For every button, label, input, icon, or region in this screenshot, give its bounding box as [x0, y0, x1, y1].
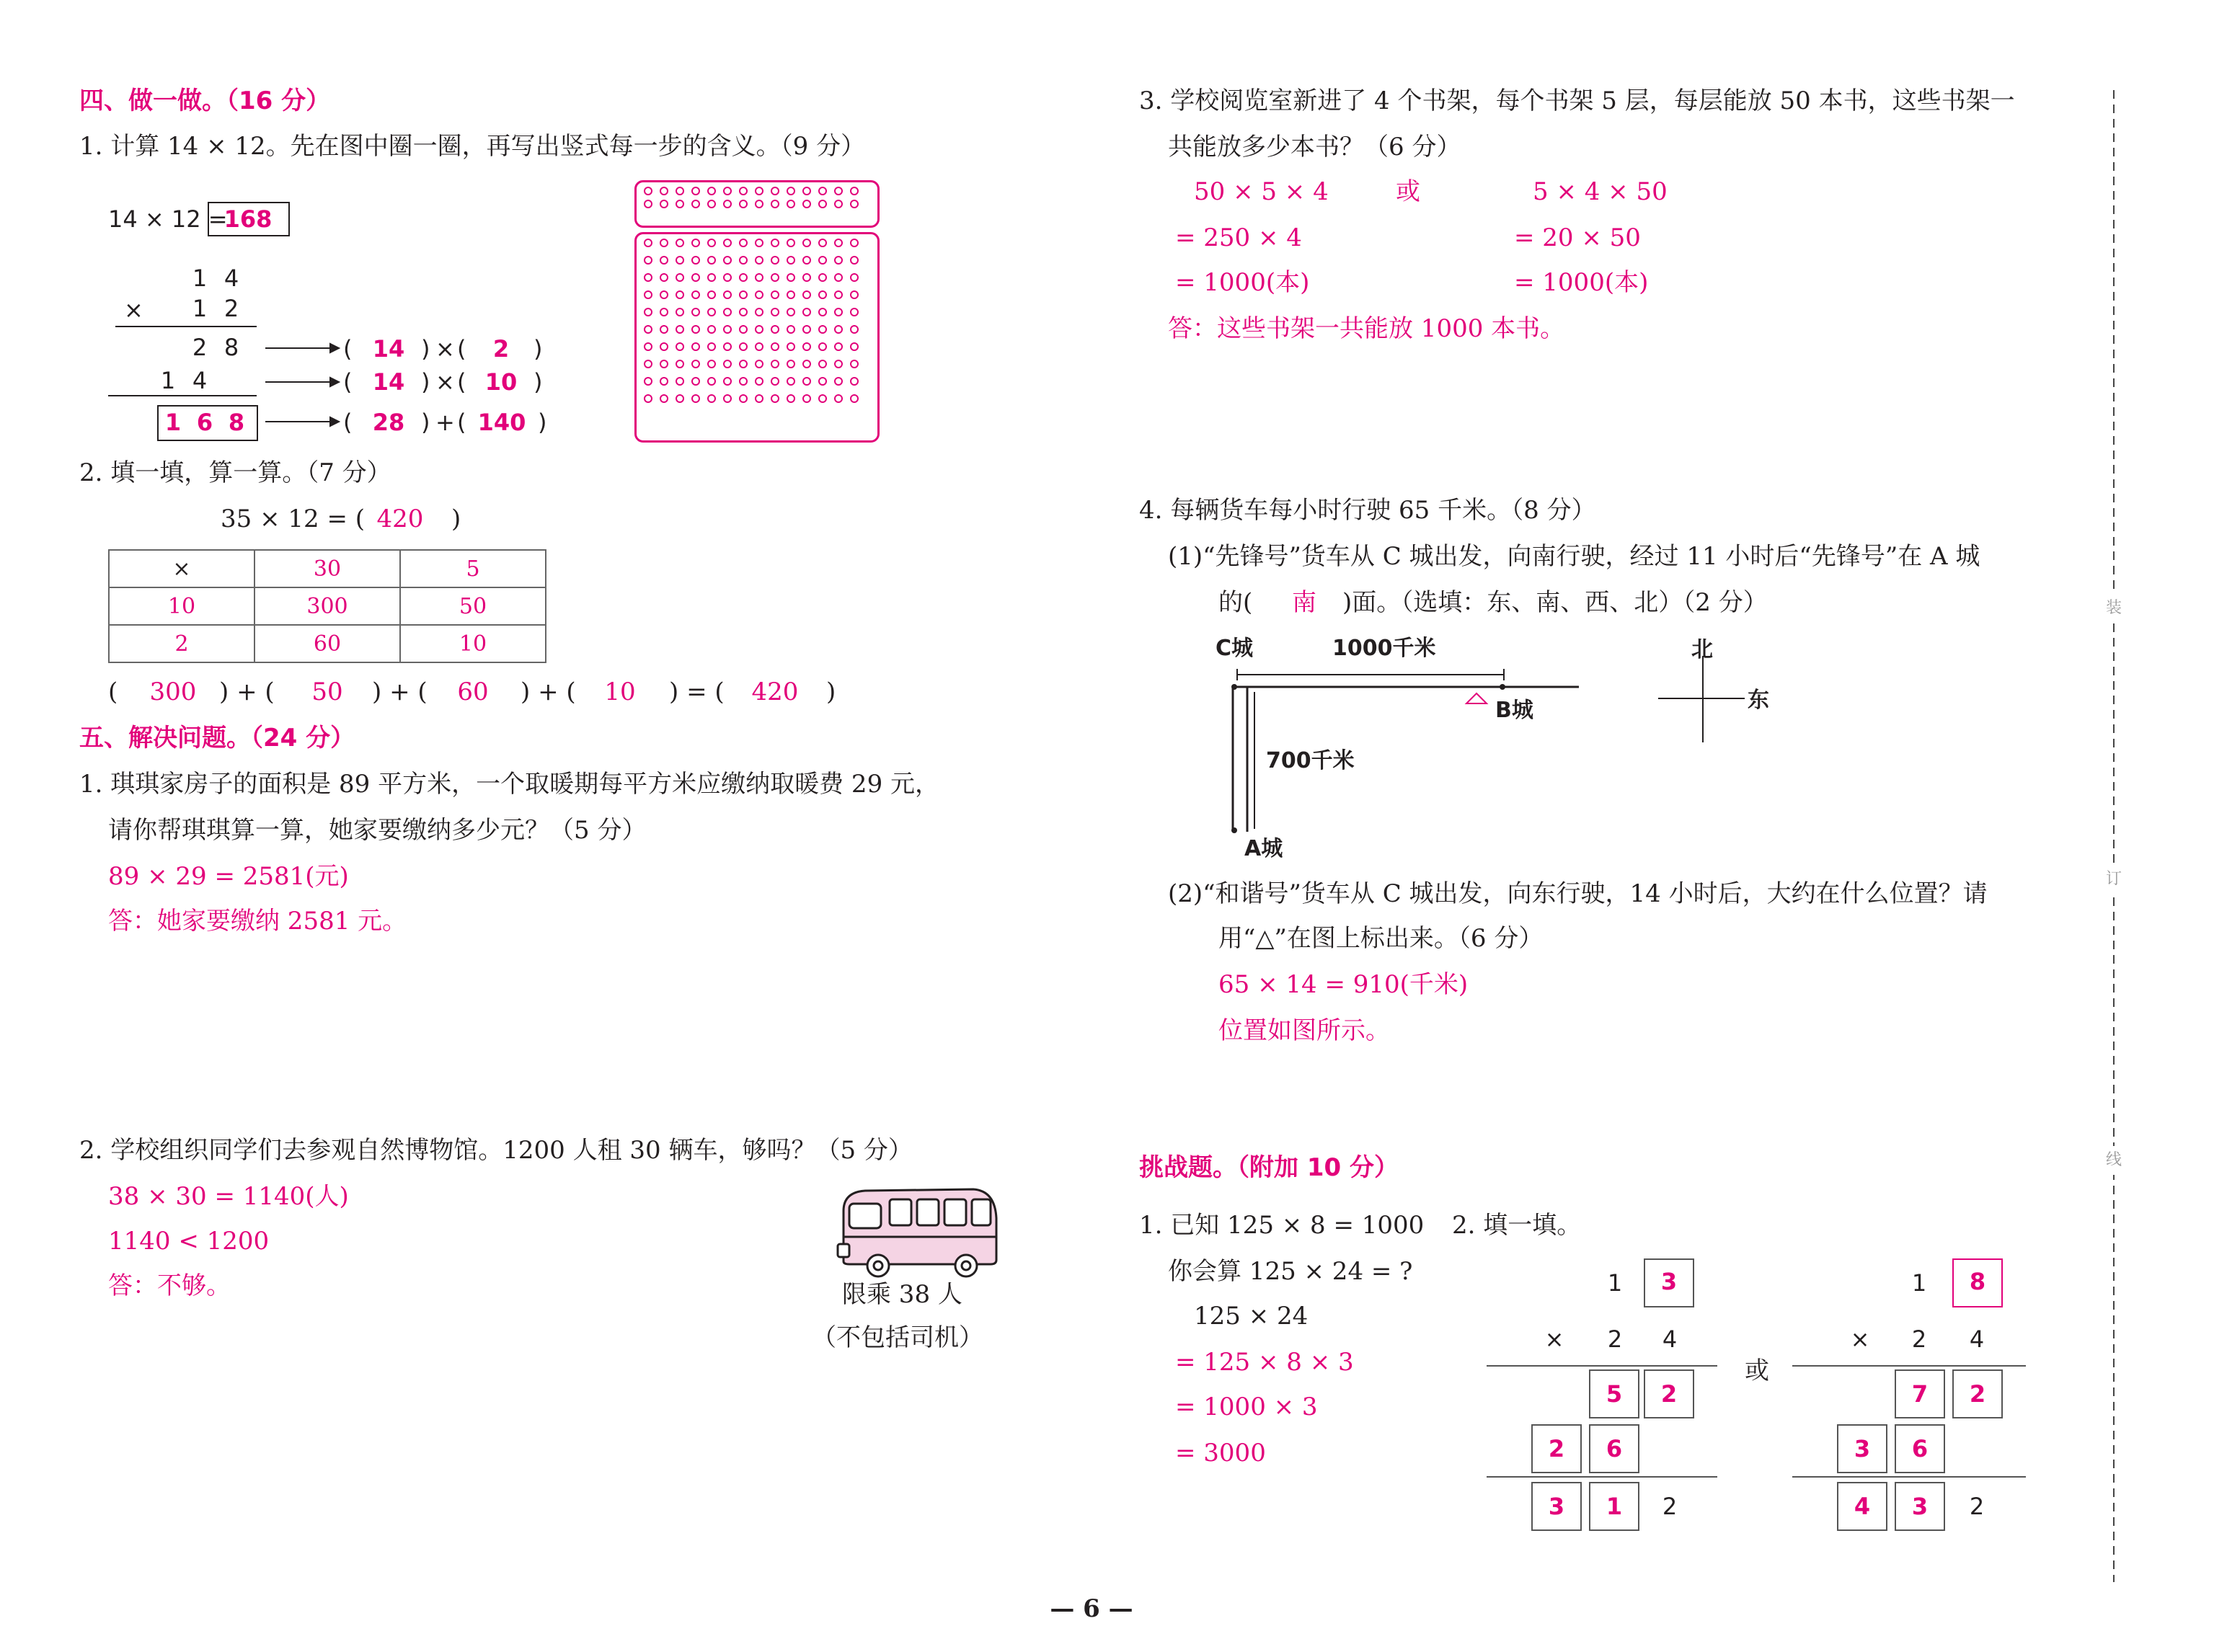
circle-dot — [660, 256, 668, 265]
circle-dot — [676, 394, 684, 403]
table-cell: 30 — [254, 550, 400, 587]
circle-dot — [660, 377, 668, 386]
circle-dot — [707, 200, 716, 208]
v-partial2-digit: 4 — [192, 367, 208, 394]
q2-equation-left: 35 × 12 = ( — [221, 505, 365, 533]
circle-dot — [739, 377, 748, 386]
circle-dot — [755, 200, 763, 208]
circle-dot — [739, 360, 748, 368]
circle-dot — [644, 256, 652, 265]
step2-op: × — [435, 368, 455, 396]
circle-dot — [660, 200, 668, 208]
circle-dot — [787, 200, 795, 208]
circle-dot — [739, 394, 748, 403]
q2-equation-value: 420 — [376, 505, 424, 533]
circle-dot — [818, 308, 827, 316]
v-result-digit: 6 — [196, 409, 213, 436]
p1-calc: 89 × 29 = 2581(元) — [108, 862, 349, 891]
circle-dot — [818, 256, 827, 265]
circle-dot — [850, 187, 859, 195]
circle-dot — [802, 239, 811, 247]
circle-dot — [850, 360, 859, 368]
q3-line2: 共能放多少本书？（6 分） — [1168, 133, 1461, 161]
circle-dot — [802, 342, 811, 351]
circle-dot — [850, 256, 859, 265]
q4-s1-post: )面。（选填：东、南、西、北）（2 分） — [1342, 588, 1768, 617]
circle-dot — [802, 360, 811, 368]
step3-a: 28 — [372, 409, 405, 436]
vb-p2-digit: 6 — [1911, 1435, 1929, 1462]
circle-dot — [691, 239, 700, 247]
circle-dot — [834, 342, 843, 351]
map-a-city: A城 — [1244, 836, 1283, 861]
circle-dot — [707, 325, 716, 334]
circle-dot — [771, 200, 779, 208]
circle-dot — [818, 342, 827, 351]
circle-dot — [739, 273, 748, 282]
map-dist-ca: 700千米 — [1266, 748, 1355, 773]
circle-dot — [787, 308, 795, 316]
vb-top-digit: 8 — [1969, 1268, 1986, 1295]
va-p2-digit: 2 — [1548, 1435, 1565, 1462]
va-res-digit: 2 — [1662, 1493, 1678, 1520]
vb-p1-digit: 7 — [1911, 1380, 1929, 1408]
circle-dot — [676, 290, 684, 299]
circle-dot — [707, 308, 716, 316]
vb-p1-digit: 2 — [1969, 1380, 1986, 1408]
circle-dot — [723, 273, 732, 282]
step2-a: 14 — [372, 368, 405, 396]
circle-dot — [739, 239, 748, 247]
vb-res-digit: 2 — [1969, 1493, 1985, 1520]
circle-dot — [707, 239, 716, 247]
circle-dot — [644, 360, 652, 368]
circle-dot — [755, 187, 763, 195]
circle-dot — [771, 187, 779, 195]
circle-dot — [771, 360, 779, 368]
va-top-digit: 1 — [1607, 1269, 1623, 1297]
q3-b1: 5 × 4 × 50 — [1533, 177, 1668, 206]
circle-dot — [755, 273, 763, 282]
c1-step1: = 125 × 8 × 3 — [1175, 1348, 1354, 1377]
circle-dot — [850, 308, 859, 316]
sum-term: 50 — [311, 678, 343, 706]
circle-dot — [707, 290, 716, 299]
circle-dot — [676, 325, 684, 334]
table-cell: × — [109, 550, 254, 587]
q3-a1: 50 × 5 × 4 — [1194, 177, 1329, 206]
q4-line1: 4. 每辆货车每小时行驶 65 千米。（8 分） — [1139, 496, 1596, 525]
q3-a2: = 250 × 4 — [1175, 223, 1302, 252]
c1-line3: 125 × 24 — [1194, 1302, 1309, 1331]
circle-dot — [723, 342, 732, 351]
c1-line2: 你会算 125 × 24 = ? — [1168, 1257, 1413, 1286]
va-p1-digit: 5 — [1606, 1380, 1623, 1408]
vb-mul-digit: 4 — [1969, 1325, 1985, 1353]
circle-dot — [834, 377, 843, 386]
circle-dot — [787, 239, 795, 247]
circle-dot — [660, 308, 668, 316]
table-cell: 2 — [109, 625, 254, 662]
circle-dot — [787, 342, 795, 351]
table-cell: 10 — [400, 625, 546, 662]
circle-dot — [676, 360, 684, 368]
circle-dot — [787, 394, 795, 403]
va-res-digit: 3 — [1548, 1493, 1565, 1520]
circle-dot — [755, 308, 763, 316]
q1-prompt: 1. 计算 14 × 12。先在图中圈一圈，再写出竖式每一步的含义。（9 分） — [79, 132, 866, 161]
q3-b3: = 1000(本) — [1514, 268, 1649, 297]
circle-dot — [834, 239, 843, 247]
v-result-digit: 1 — [164, 409, 182, 436]
p1-answer: 答：她家要缴纳 2581 元。 — [108, 907, 407, 936]
circle-dot — [850, 325, 859, 334]
v-partial1-digit: 2 — [192, 334, 208, 361]
circle-dot — [676, 377, 684, 386]
c2-title: 2. 填一填。 — [1452, 1211, 1582, 1240]
q3-answer: 答：这些书架一共能放 1000 本书。 — [1168, 314, 1565, 343]
circle-dot — [723, 308, 732, 316]
circle-dot — [771, 239, 779, 247]
circle-dot — [660, 290, 668, 299]
sum-term: 60 — [457, 678, 489, 706]
circle-dot — [723, 290, 732, 299]
circle-dot — [771, 342, 779, 351]
circle-dot — [818, 325, 827, 334]
q4-s1-line1: (1)“先锋号”货车从 C 城出发，向南行驶，经过 11 小时后“先锋号”在 A 城 — [1168, 542, 1980, 571]
c1-step2: = 1000 × 3 — [1175, 1393, 1318, 1421]
circle-dot — [771, 273, 779, 282]
va-res-digit: 1 — [1606, 1493, 1623, 1520]
v-multiply-sign: × — [124, 296, 143, 324]
circle-dot — [676, 273, 684, 282]
table-cell: 10 — [109, 587, 254, 625]
bus-label: 限乘 38 人 — [842, 1280, 962, 1309]
va-mul-sign: × — [1544, 1325, 1564, 1353]
dot-grid-bottom — [634, 232, 880, 443]
circle-dot — [660, 394, 668, 403]
circle-dot — [834, 394, 843, 403]
circle-dot — [723, 239, 732, 247]
circle-dot — [834, 308, 843, 316]
circle-dot — [818, 360, 827, 368]
v-top-digit: 1 — [192, 265, 208, 292]
circle-dot — [644, 273, 652, 282]
circle-dot — [644, 377, 652, 386]
circle-dot — [676, 187, 684, 195]
va-p2-digit: 6 — [1606, 1435, 1623, 1462]
circle-dot — [739, 342, 748, 351]
circle-dot — [691, 342, 700, 351]
circle-dot — [644, 394, 652, 403]
v-partial2-digit: 1 — [160, 367, 176, 394]
circle-dot — [771, 308, 779, 316]
circle-dot — [691, 273, 700, 282]
circle-dot — [691, 290, 700, 299]
circle-dot — [691, 360, 700, 368]
circle-dot — [771, 325, 779, 334]
circle-dot — [818, 394, 827, 403]
circle-dot — [644, 200, 652, 208]
step2-b: 10 — [484, 368, 518, 396]
vb-res-digit: 4 — [1854, 1493, 1871, 1520]
circle-dot — [707, 187, 716, 195]
circle-dot — [755, 360, 763, 368]
section-5-title: 五、解决问题。（24 分） — [79, 724, 355, 752]
step1-op: × — [435, 335, 455, 363]
vb-mul-sign: × — [1850, 1325, 1870, 1353]
sum-term: 10 — [604, 678, 636, 706]
v-mid-digit: 1 — [192, 295, 208, 322]
v-rule — [115, 326, 257, 327]
circle-dot — [739, 187, 748, 195]
circle-dot — [644, 342, 652, 351]
circle-dot — [834, 256, 843, 265]
circle-dot — [676, 200, 684, 208]
v-top-digit: 4 — [223, 265, 239, 292]
circle-dot — [771, 394, 779, 403]
map-east: 东 — [1748, 688, 1769, 713]
q1-equation: 14 × 12 = — [108, 205, 228, 233]
circle-dot — [850, 290, 859, 299]
table-cell: 60 — [254, 625, 400, 662]
circle-dot — [644, 290, 652, 299]
circle-dot — [755, 290, 763, 299]
circle-dot — [660, 360, 668, 368]
circle-dot — [818, 187, 827, 195]
circle-dot — [723, 325, 732, 334]
circle-dot — [834, 325, 843, 334]
va-p1-digit: 2 — [1660, 1380, 1678, 1408]
table-cell: 300 — [254, 587, 400, 625]
p2-calc1: 38 × 30 = 1140(人) — [108, 1182, 349, 1211]
circle-dot — [771, 290, 779, 299]
step3-op: + — [435, 409, 455, 436]
p2-answer: 答：不够。 — [108, 1271, 231, 1300]
circle-dot — [834, 187, 843, 195]
circle-dot — [834, 360, 843, 368]
circle-dot — [660, 325, 668, 334]
bus-illustration — [829, 1182, 1002, 1283]
p2-calc2: 1140 < 1200 — [108, 1227, 270, 1256]
circle-dot — [691, 308, 700, 316]
circle-dot — [850, 377, 859, 386]
q3-b2: = 20 × 50 — [1514, 223, 1641, 252]
circle-dot — [707, 342, 716, 351]
circle-dot — [787, 325, 795, 334]
circle-dot — [802, 273, 811, 282]
circle-dot — [723, 360, 732, 368]
p2-prompt: 2. 学校组织同学们去参观自然博物馆。1200 人租 30 辆车，够吗？（5 分） — [79, 1136, 913, 1165]
q2-prompt: 2. 填一填，算一算。（7 分） — [79, 458, 391, 487]
challenge-title: 挑战题。（附加 10 分） — [1139, 1153, 1399, 1182]
circle-dot — [802, 325, 811, 334]
v-partial1-digit: 8 — [223, 334, 239, 361]
step1-b: 2 — [492, 335, 510, 363]
v-mid-digit: 2 — [223, 295, 239, 322]
circle-dot — [755, 394, 763, 403]
circle-dot — [707, 394, 716, 403]
circle-dot — [739, 200, 748, 208]
circle-dot — [771, 256, 779, 265]
step1-a: 14 — [372, 335, 405, 363]
circle-dot — [850, 342, 859, 351]
circle-dot — [818, 273, 827, 282]
circle-dot — [755, 325, 763, 334]
q2-equation-right: ) — [451, 505, 461, 533]
circle-dot — [755, 377, 763, 386]
q4-s2-line2: 用“△”在图上标出来。（6 分） — [1218, 924, 1544, 953]
section-4-title: 四、做一做。（16 分） — [79, 86, 331, 115]
circle-dot — [802, 256, 811, 265]
map-c-city: C城 — [1216, 636, 1254, 661]
binding-char: 线 — [2099, 1146, 2128, 1175]
circle-dot — [850, 273, 859, 282]
circle-dot — [691, 325, 700, 334]
circle-dot — [676, 342, 684, 351]
circle-dot — [818, 239, 827, 247]
circle-dot — [802, 394, 811, 403]
circle-dot — [834, 290, 843, 299]
circle-dot — [802, 377, 811, 386]
binding-char: 订 — [2099, 865, 2128, 894]
circle-dot — [818, 290, 827, 299]
step3-b: 140 — [477, 409, 526, 436]
circle-dot — [660, 273, 668, 282]
v-rule — [108, 395, 257, 396]
circle-dot — [691, 200, 700, 208]
circle-dot — [723, 256, 732, 265]
circle-dot — [771, 377, 779, 386]
q4-s2-line1: (2)“和谐号”货车从 C 城出发，向东行驶，14 小时后，大约在什么位置？请 — [1168, 879, 1988, 908]
map-b-city: B城 — [1495, 698, 1533, 723]
circle-dot — [787, 187, 795, 195]
circle-dot — [787, 256, 795, 265]
v-result-digit: 8 — [228, 409, 245, 436]
c2-or: 或 — [1745, 1356, 1769, 1385]
circle-dot — [818, 200, 827, 208]
circle-dot — [755, 239, 763, 247]
circle-dot — [723, 377, 732, 386]
circle-dot — [723, 187, 732, 195]
circle-dot — [691, 187, 700, 195]
sum-term: 300 — [149, 678, 197, 706]
circle-dot — [676, 308, 684, 316]
q4-s2-calc: 65 × 14 = 910(千米) — [1218, 970, 1469, 999]
circle-dot — [850, 394, 859, 403]
va-mul-digit: 4 — [1662, 1325, 1678, 1353]
binding-char: 装 — [2099, 594, 2128, 623]
circle-dot — [802, 290, 811, 299]
vb-mul-digit: 2 — [1911, 1325, 1927, 1353]
circle-dot — [739, 308, 748, 316]
q1-result: 168 — [223, 205, 273, 233]
circle-dot — [660, 187, 668, 195]
circle-dot — [802, 200, 811, 208]
c1-step3: = 3000 — [1175, 1439, 1266, 1467]
q4-s2-answer: 位置如图所示。 — [1218, 1016, 1390, 1045]
map-dist-cb: 1000千米 — [1332, 636, 1436, 661]
circle-dot — [676, 239, 684, 247]
circle-dot — [723, 200, 732, 208]
circle-dot — [834, 273, 843, 282]
circle-dot — [691, 377, 700, 386]
circle-dot — [723, 394, 732, 403]
vb-res-digit: 3 — [1911, 1493, 1929, 1520]
circle-dot — [644, 239, 652, 247]
circle-dot — [691, 394, 700, 403]
circle-dot — [739, 290, 748, 299]
circle-dot — [644, 308, 652, 316]
sum-total: 420 — [751, 678, 799, 706]
q3-or: 或 — [1396, 177, 1420, 206]
circle-dot — [802, 308, 811, 316]
circle-dot — [707, 377, 716, 386]
circle-dot — [818, 377, 827, 386]
circle-dot — [787, 273, 795, 282]
circle-dot — [660, 342, 668, 351]
circle-dot — [787, 360, 795, 368]
bus-note: （不包括司机） — [812, 1323, 983, 1352]
multiplication-table — [108, 549, 546, 663]
circle-dot — [739, 325, 748, 334]
va-mul-digit: 2 — [1607, 1325, 1623, 1353]
circle-dot — [755, 256, 763, 265]
dot-grid-top — [634, 180, 880, 228]
circle-dot — [755, 342, 763, 351]
map-north: 北 — [1691, 637, 1713, 662]
table-cell: 5 — [400, 550, 546, 587]
circle-dot — [707, 360, 716, 368]
circle-dot — [787, 290, 795, 299]
q4-s1-answer: 南 — [1292, 588, 1316, 617]
circle-dot — [707, 273, 716, 282]
circle-dot — [644, 325, 652, 334]
circle-dot — [676, 256, 684, 265]
circle-dot — [691, 256, 700, 265]
page-number: — 6 — — [1050, 1594, 1133, 1623]
p1-line2: 请你帮琪琪算一算，她家要缴纳多少元？（5 分） — [108, 816, 647, 845]
va-top-digit: 3 — [1660, 1268, 1678, 1295]
circle-dot — [850, 239, 859, 247]
circle-dot — [802, 187, 811, 195]
c1-line1: 1. 已知 125 × 8 = 1000 — [1139, 1211, 1425, 1240]
p1-line1: 1. 琪琪家房子的面积是 89 平方米，一个取暖期每平方米应缴纳取暖费 29 元， — [79, 770, 940, 799]
q4-s1-pre: 的( — [1218, 588, 1253, 617]
circle-dot — [739, 256, 748, 265]
vb-p2-digit: 3 — [1854, 1435, 1871, 1462]
circle-dot — [707, 256, 716, 265]
circle-dot — [644, 187, 652, 195]
q3-line1: 3. 学校阅览室新进了 4 个书架，每个书架 5 层，每层能放 50 本书，这些书架一 — [1139, 86, 2015, 115]
circle-dot — [787, 377, 795, 386]
table-cell: 50 — [400, 587, 546, 625]
vb-top-digit: 1 — [1911, 1269, 1927, 1297]
circle-dot — [660, 239, 668, 247]
circle-dot — [834, 200, 843, 208]
q3-a3: = 1000(本) — [1175, 268, 1310, 297]
circle-dot — [850, 200, 859, 208]
